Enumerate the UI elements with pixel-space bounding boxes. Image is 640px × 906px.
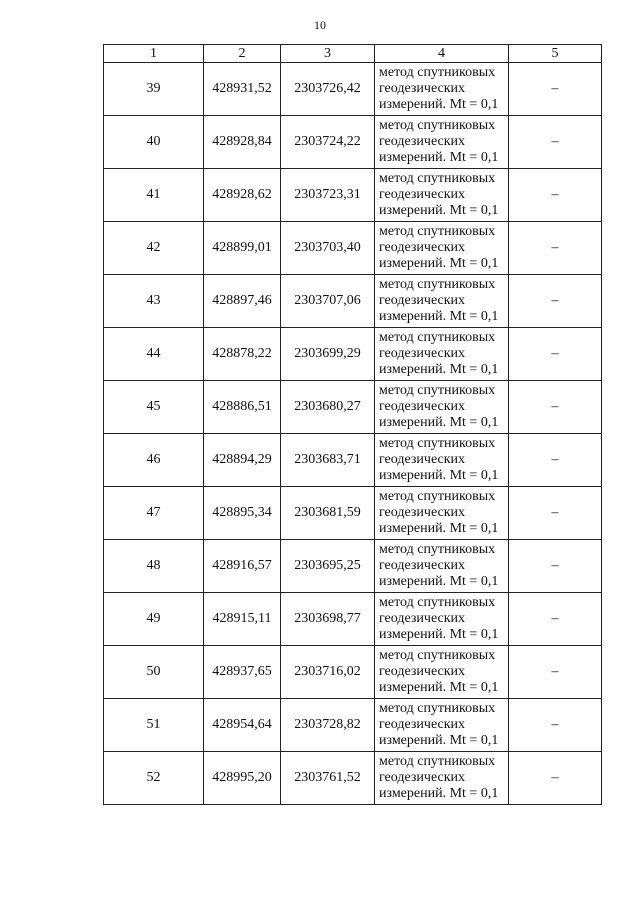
table-row [104, 752, 602, 805]
table-row [104, 222, 602, 275]
method-line: метод спутниковых [379, 436, 496, 451]
y-coordinate-cell: 2303723,31 [281, 169, 375, 222]
method-line: измерений. Mt = 0,1 [379, 627, 499, 642]
method-line: геодезических [379, 134, 466, 149]
point-number-cell: 45 [104, 381, 204, 434]
header-row [104, 45, 602, 63]
x-coordinate-cell: 428954,64 [204, 699, 281, 752]
table-row [104, 275, 602, 328]
x-coordinate-cell: 428937,65 [204, 646, 281, 699]
method-line: измерений. Mt = 0,1 [379, 680, 499, 695]
method-cell [375, 593, 509, 646]
method-cell [375, 699, 509, 752]
method-line: измерений. Mt = 0,1 [379, 733, 499, 748]
y-coordinate-cell: 2303716,02 [281, 646, 375, 699]
method-cell [375, 116, 509, 169]
x-coordinate-cell: 428931,52 [204, 63, 281, 116]
note-cell: – [509, 487, 602, 540]
x-coordinate-cell: 428928,84 [204, 116, 281, 169]
method-cell [375, 487, 509, 540]
point-number-cell: 51 [104, 699, 204, 752]
method-cell [375, 434, 509, 487]
point-number-cell: 47 [104, 487, 204, 540]
point-number-cell: 52 [104, 752, 204, 805]
method-line: метод спутниковых [379, 171, 496, 186]
y-coordinate-cell: 2303726,42 [281, 63, 375, 116]
header-col-3: 3 [281, 45, 375, 63]
point-number-cell: 41 [104, 169, 204, 222]
point-number-cell: 46 [104, 434, 204, 487]
method-line: измерений. Mt = 0,1 [379, 521, 499, 536]
point-number-cell: 43 [104, 275, 204, 328]
method-line: геодезических [379, 240, 466, 255]
table-row [104, 169, 602, 222]
method-cell [375, 275, 509, 328]
method-line: геодезических [379, 611, 466, 626]
method-line: геодезических [379, 81, 466, 96]
method-line: метод спутниковых [379, 648, 496, 663]
method-line: измерений. Mt = 0,1 [379, 468, 499, 483]
table-row [104, 116, 602, 169]
table-row [104, 593, 602, 646]
method-line: геодезических [379, 770, 466, 785]
method-cell [375, 646, 509, 699]
y-coordinate-cell: 2303681,59 [281, 487, 375, 540]
method-line: геодезических [379, 558, 466, 573]
point-number-cell: 44 [104, 328, 204, 381]
method-line: геодезических [379, 664, 466, 679]
y-coordinate-cell: 2303703,40 [281, 222, 375, 275]
method-cell [375, 169, 509, 222]
page-number: 10 [314, 18, 326, 32]
table-row [104, 63, 602, 116]
note-cell: – [509, 222, 602, 275]
table-row [104, 328, 602, 381]
method-line: метод спутниковых [379, 489, 496, 504]
y-coordinate-cell: 2303680,27 [281, 381, 375, 434]
note-cell: – [509, 540, 602, 593]
method-line: измерений. Mt = 0,1 [379, 415, 499, 430]
x-coordinate-cell: 428916,57 [204, 540, 281, 593]
method-line: геодезических [379, 717, 466, 732]
x-coordinate-cell: 428899,01 [204, 222, 281, 275]
note-cell: – [509, 328, 602, 381]
method-cell [375, 540, 509, 593]
method-cell [375, 63, 509, 116]
x-coordinate-cell: 428897,46 [204, 275, 281, 328]
table-row [104, 381, 602, 434]
header-col-5: 5 [509, 45, 602, 63]
method-line: метод спутниковых [379, 595, 496, 610]
x-coordinate-cell: 428915,11 [204, 593, 281, 646]
note-cell: – [509, 699, 602, 752]
y-coordinate-cell: 2303707,06 [281, 275, 375, 328]
point-number-cell: 49 [104, 593, 204, 646]
method-line: метод спутниковых [379, 701, 496, 716]
header-col-2: 2 [204, 45, 281, 63]
table-row [104, 487, 602, 540]
method-line: метод спутниковых [379, 65, 496, 80]
y-coordinate-cell: 2303695,25 [281, 540, 375, 593]
method-line: метод спутниковых [379, 542, 496, 557]
method-line: измерений. Mt = 0,1 [379, 150, 499, 165]
x-coordinate-cell: 428895,34 [204, 487, 281, 540]
method-line: метод спутниковых [379, 754, 496, 769]
note-cell: – [509, 169, 602, 222]
table-header [104, 45, 602, 63]
method-line: метод спутниковых [379, 224, 496, 239]
method-line: метод спутниковых [379, 383, 496, 398]
method-cell [375, 222, 509, 275]
method-line: геодезических [379, 505, 466, 520]
note-cell: – [509, 381, 602, 434]
table-body [104, 63, 602, 805]
method-cell [375, 381, 509, 434]
x-coordinate-cell: 428878,22 [204, 328, 281, 381]
point-number-cell: 50 [104, 646, 204, 699]
table-row [104, 699, 602, 752]
x-coordinate-cell: 428894,29 [204, 434, 281, 487]
coordinates-table [103, 44, 602, 805]
method-line: метод спутниковых [379, 330, 496, 345]
method-line: измерений. Mt = 0,1 [379, 97, 499, 112]
note-cell: – [509, 434, 602, 487]
point-number-cell: 39 [104, 63, 204, 116]
method-cell [375, 328, 509, 381]
header-col-1: 1 [104, 45, 204, 63]
table-row [104, 434, 602, 487]
method-line: измерений. Mt = 0,1 [379, 203, 499, 218]
method-line: геодезических [379, 399, 466, 414]
note-cell: – [509, 116, 602, 169]
table-row [104, 646, 602, 699]
y-coordinate-cell: 2303683,71 [281, 434, 375, 487]
header-col-4: 4 [375, 45, 509, 63]
method-line: измерений. Mt = 0,1 [379, 309, 499, 324]
method-line: метод спутниковых [379, 277, 496, 292]
method-line: геодезических [379, 452, 466, 467]
method-line: геодезических [379, 293, 466, 308]
method-line: измерений. Mt = 0,1 [379, 574, 499, 589]
x-coordinate-cell: 428928,62 [204, 169, 281, 222]
note-cell: – [509, 752, 602, 805]
x-coordinate-cell: 428995,20 [204, 752, 281, 805]
note-cell: – [509, 63, 602, 116]
y-coordinate-cell: 2303761,52 [281, 752, 375, 805]
note-cell: – [509, 593, 602, 646]
y-coordinate-cell: 2303724,22 [281, 116, 375, 169]
point-number-cell: 42 [104, 222, 204, 275]
point-number-cell: 48 [104, 540, 204, 593]
method-line: геодезических [379, 187, 466, 202]
note-cell: – [509, 646, 602, 699]
method-line: геодезических [379, 346, 466, 361]
method-line: измерений. Mt = 0,1 [379, 256, 499, 271]
x-coordinate-cell: 428886,51 [204, 381, 281, 434]
y-coordinate-cell: 2303698,77 [281, 593, 375, 646]
table-row [104, 540, 602, 593]
y-coordinate-cell: 2303699,29 [281, 328, 375, 381]
point-number-cell: 40 [104, 116, 204, 169]
y-coordinate-cell: 2303728,82 [281, 699, 375, 752]
method-cell [375, 752, 509, 805]
method-line: измерений. Mt = 0,1 [379, 786, 499, 801]
method-line: измерений. Mt = 0,1 [379, 362, 499, 377]
method-line: метод спутниковых [379, 118, 496, 133]
note-cell: – [509, 275, 602, 328]
